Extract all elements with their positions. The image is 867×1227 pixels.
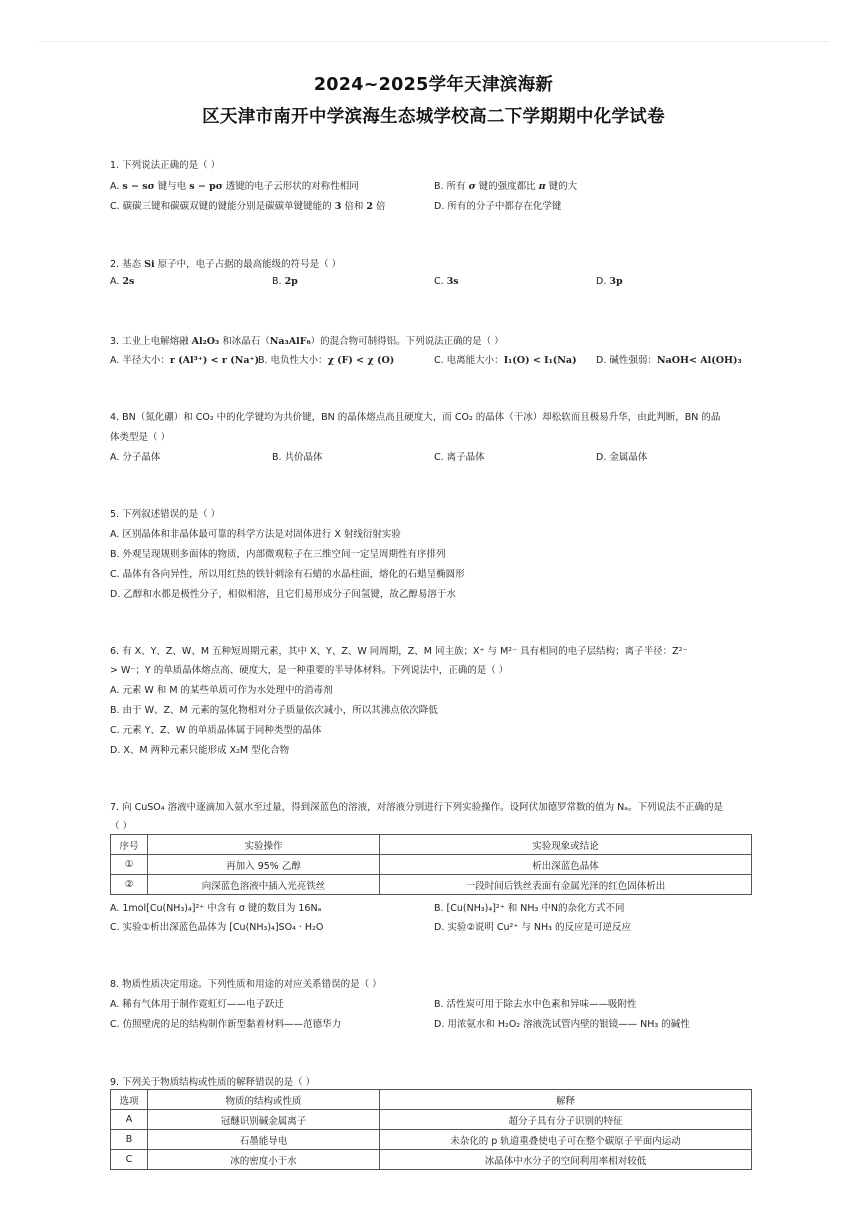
q4-option-c: C. 离子晶体 <box>434 452 485 463</box>
table-header-cell: 实验操作 <box>148 835 380 855</box>
q6-option-a: A. 元素 W 和 M 的某些单质可作为水处理中的消毒剂 <box>110 685 333 696</box>
q3-option-d: D. 碱性强弱：NaOH< Al(OH)₃ <box>596 355 742 366</box>
table-row <box>111 855 752 875</box>
q2-option-a: A. 2s <box>110 276 135 287</box>
q8-option-b: B. 活性炭可用于除去水中色素和异味——吸附性 <box>434 999 637 1010</box>
table-row <box>111 1130 752 1150</box>
q7-option-b: B. [Cu(NH₃)₄]²⁺ 和 NH₃ 中N的杂化方式不同 <box>434 903 625 914</box>
table-row <box>111 875 752 895</box>
q7-stem-line-2: （ ） <box>110 821 133 832</box>
table-cell: B <box>111 1130 148 1150</box>
table-row <box>111 1150 752 1170</box>
q8-option-d: D. 用浓氨水和 H₂O₂ 溶液洗试管内壁的银镜—— NH₃ 的碱性 <box>434 1019 690 1030</box>
q4-option-a: A. 分子晶体 <box>110 452 161 463</box>
page-title-line-1: 2024~2025学年天津滨海新 <box>313 75 554 95</box>
q5-stem: 5. 下列叙述错误的是（ ） <box>110 509 221 520</box>
table-header-cell: 物质的结构或性质 <box>148 1090 380 1110</box>
q9-stem: 9. 下列关于物质结构或性质的解释错误的是（ ） <box>110 1077 316 1088</box>
q9-table <box>110 1089 752 1170</box>
table-row <box>111 1110 752 1130</box>
q3-stem: 3. 工业上电解熔融 Al₂O₃ 和冰晶石（Na₃AlF₆）的混合物可制得铝。下列说法正确的是（ ） <box>110 336 504 347</box>
table-cell: 向深蓝色溶液中插入光亮铁丝 <box>148 875 380 895</box>
q2-option-d: D. 3p <box>596 276 623 287</box>
table-cell: C <box>111 1150 148 1170</box>
table-cell: 未杂化的 p 轨道重叠使电子可在整个碳原子平面内运动 <box>380 1130 752 1150</box>
q3-option-a: A. 半径大小：r (Al³⁺) < r (Na⁺) <box>110 355 260 366</box>
table-header-row <box>111 835 752 855</box>
q5-option-a: A. 区别晶体和非晶体最可靠的科学方法是对固体进行 X 射线衍射实验 <box>110 529 401 540</box>
q1-option-c: C. 碳碳三键和碳碳双键的键能分别是碳碳单键键能的 3 倍和 2 倍 <box>110 201 386 212</box>
q8-stem: 8. 物质性质决定用途。下列性质和用途的对应关系错误的是（ ） <box>110 979 382 990</box>
q7-option-c: C. 实验①析出深蓝色晶体为 [Cu(NH₃)₄]SO₄ · H₂O <box>110 922 324 933</box>
q7-option-d: D. 实验②说明 Cu²⁺ 与 NH₃ 的反应是可逆反应 <box>434 922 631 933</box>
table-cell: 冰晶体中水分子的空间利用率相对较低 <box>380 1150 752 1170</box>
table-header-row <box>111 1090 752 1110</box>
q3-option-c: C. 电离能大小：I₁(O) < I₁(Na) <box>434 355 577 366</box>
table-header-cell: 实验现象或结论 <box>380 835 752 855</box>
table-cell: 石墨能导电 <box>148 1130 380 1150</box>
q7-table <box>110 834 752 895</box>
q6-option-c: C. 元素 Y、Z、W 的单质晶体属于同种类型的晶体 <box>110 725 322 736</box>
q3-option-b: B. 电负性大小：χ (F) < χ (O) <box>258 355 395 366</box>
q4-option-b: B. 共价晶体 <box>272 452 323 463</box>
table-cell: 析出深蓝色晶体 <box>380 855 752 875</box>
q7-option-a: A. 1mol[Cu(NH₃)₄]²⁺ 中含有 σ 键的数目为 16Nₐ <box>110 903 322 914</box>
page-title-line-2: 区天津市南开中学滨海生态城学校高二下学期期中化学试卷 <box>202 107 665 127</box>
q1-stem: 1. 下列说法正确的是（ ） <box>110 160 221 171</box>
q6-option-d: D. X、M 两种元素只能形成 X₂M 型化合物 <box>110 745 290 756</box>
q7-stem-line-1: 7. 向 CuSO₄ 溶液中逐滴加入氨水至过量，得到深蓝色的溶液，对溶液分别进行下列实验操作。设阿伏加德罗常数的值为 Nₐ。下列说法不正确的是 <box>110 802 723 813</box>
table-cell: ① <box>111 855 148 875</box>
q5-option-d: D. 乙醇和水都是极性分子，相似相溶，且它们易形成分子间氢键，故乙醇易溶于水 <box>110 589 456 600</box>
q1-option-b: B. 所有 σ 键的强度都比 π 键的大 <box>434 181 578 192</box>
table-header-cell: 选项 <box>111 1090 148 1110</box>
q4-stem-line-2: 体类型是（ ） <box>110 432 171 443</box>
table-cell: ② <box>111 875 148 895</box>
q2-option-b: B. 2p <box>272 276 298 287</box>
q4-option-d: D. 金属晶体 <box>596 452 648 463</box>
table-header-cell: 序号 <box>111 835 148 855</box>
q8-option-a: A. 稀有气体用于制作霓虹灯——电子跃迁 <box>110 999 284 1010</box>
table-cell: 一段时间后铁丝表面有金属光泽的红色固体析出 <box>380 875 752 895</box>
header-divider <box>38 41 829 42</box>
table-cell: A <box>111 1110 148 1130</box>
table-header-cell: 解释 <box>380 1090 752 1110</box>
q2-option-c: C. 3s <box>434 276 459 287</box>
q5-option-c: C. 晶体有各向异性，所以用红热的铁针刺涂有石蜡的水晶柱面，熔化的石蜡呈椭圆形 <box>110 569 465 580</box>
q8-option-c: C. 仿照壁虎的足的结构制作新型黏着材料——范德华力 <box>110 1019 342 1030</box>
table-cell: 再加入 95% 乙醇 <box>148 855 380 875</box>
q4-stem-line-1: 4. BN（氮化硼）和 CO₂ 中的化学键均为共价键，BN 的晶体熔点高且硬度大，而 CO₂ 的晶体（干冰）却松软而且极易升华，由此判断，BN 的晶 <box>110 412 721 423</box>
q5-option-b: B. 外观呈现规则多面体的物质，内部微观粒子在三维空间一定呈周期性有序排列 <box>110 549 446 560</box>
table-cell: 超分子具有分子识别的特征 <box>380 1110 752 1130</box>
q6-stem-line-2: > W⁻；Y 的单质晶体熔点高、硬度大，是一种重要的半导体材料。下列说法中，正确的是（ ） <box>110 665 509 676</box>
q1-option-a: A. s − sσ 键与电 s − pσ 透键的电子云形状的对称性相同 <box>110 181 359 192</box>
q6-stem-line-1: 6. 有 X、Y、Z、W、M 五种短周期元素，其中 X、Y、Z、W 同周期，Z、M 同主族；X⁺ 与 M²⁻ 具有相同的电子层结构；离子半径：Z²⁻ <box>110 646 688 657</box>
q6-option-b: B. 由于 W、Z、M 元素的氢化物相对分子质量依次减小，所以其沸点依次降低 <box>110 705 438 716</box>
table-cell: 冰的密度小于水 <box>148 1150 380 1170</box>
q2-stem: 2. 基态 Si 原子中，电子占据的最高能级的符号是（ ） <box>110 259 342 270</box>
q1-option-d: D. 所有的分子中都存在化学键 <box>434 201 562 212</box>
table-cell: 冠醚识别碱金属离子 <box>148 1110 380 1130</box>
